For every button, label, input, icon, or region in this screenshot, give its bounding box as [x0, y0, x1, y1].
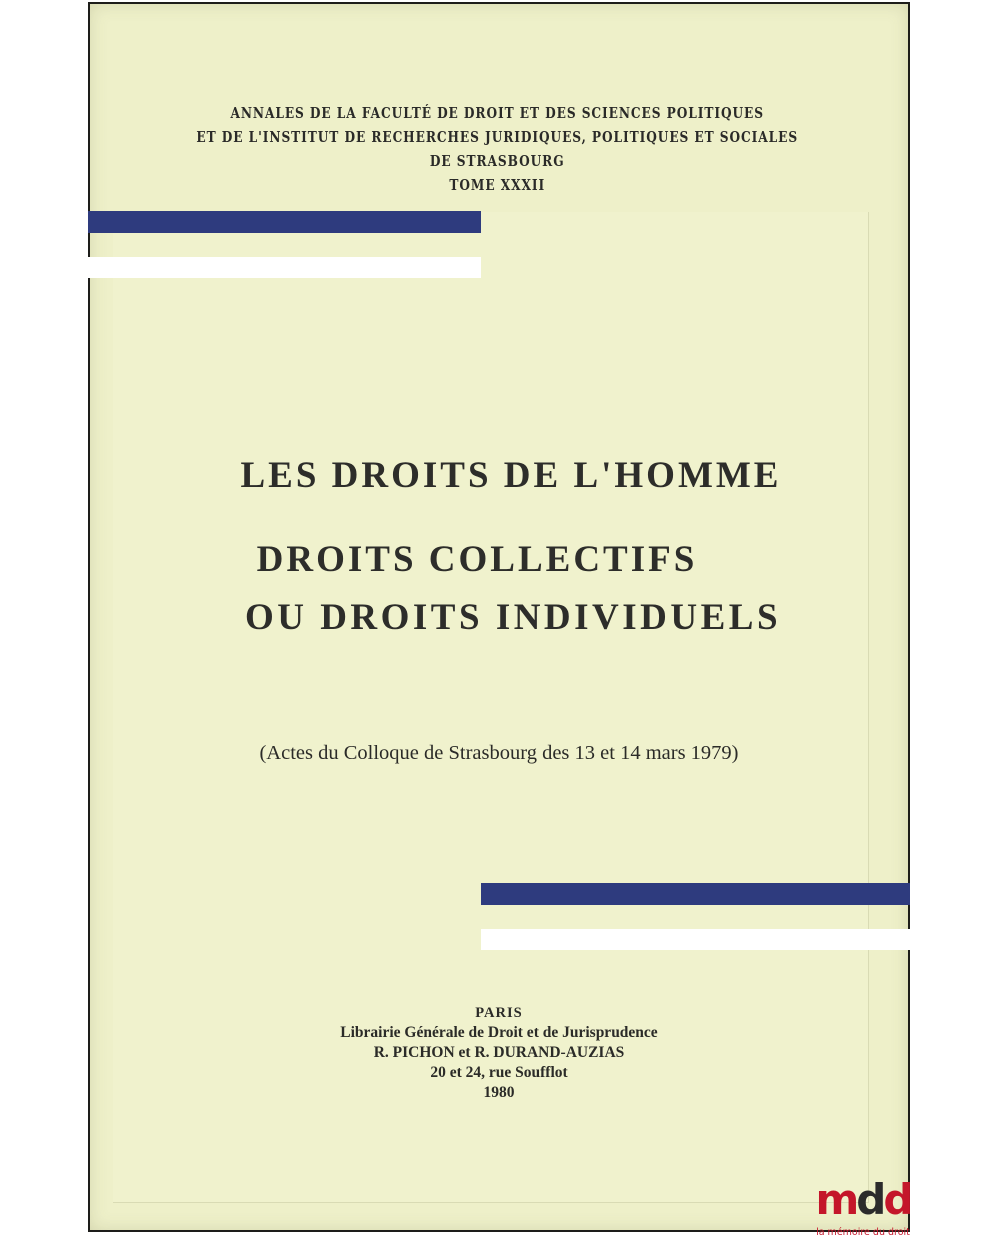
title-line-3: OU DROITS INDIVIDUELS — [244, 597, 782, 638]
proceedings-subtitle: (Actes du Colloque de Strasbourg des 13 et 14 mars 1979) — [259, 742, 739, 764]
white-band-bottom — [481, 929, 910, 950]
logo-tagline: la mémoire du droit — [816, 1227, 910, 1238]
series-line-1: ANNALES DE LA FACULTÉ DE DROIT ET DES SCIENCES POLITIQUES — [230, 105, 764, 122]
book-cover — [88, 2, 910, 1232]
series-header — [152, 102, 842, 198]
blue-band-top — [88, 211, 481, 233]
blue-band-bottom — [481, 883, 910, 905]
logo-mark: mdd — [815, 1175, 911, 1224]
publication-year: 1980 — [483, 1084, 515, 1101]
white-band-top — [88, 257, 481, 278]
series-line-3: DE STRASBOURG — [429, 153, 565, 170]
publisher-name: Librairie Générale de Droit et de Jurisprudence — [340, 1024, 658, 1041]
publisher-city: PARIS — [475, 1005, 523, 1021]
title-line-2: DROITS COLLECTIFS — [256, 539, 698, 580]
series-line-2: ET DE L'INSTITUT DE RECHERCHES JURIDIQUES, POLITIQUES ET SOCIALES — [196, 129, 799, 146]
title-line-1: LES DROITS DE L'HOMME — [240, 455, 782, 496]
series-volume: TOME XXXII — [449, 177, 546, 194]
mdd-logo — [813, 1175, 913, 1243]
publisher-address: 20 et 24, rue Soufflot — [430, 1064, 568, 1081]
publisher-block — [88, 1003, 910, 1103]
publisher-owners: R. PICHON et R. DURAND-AUZIAS — [373, 1044, 625, 1061]
